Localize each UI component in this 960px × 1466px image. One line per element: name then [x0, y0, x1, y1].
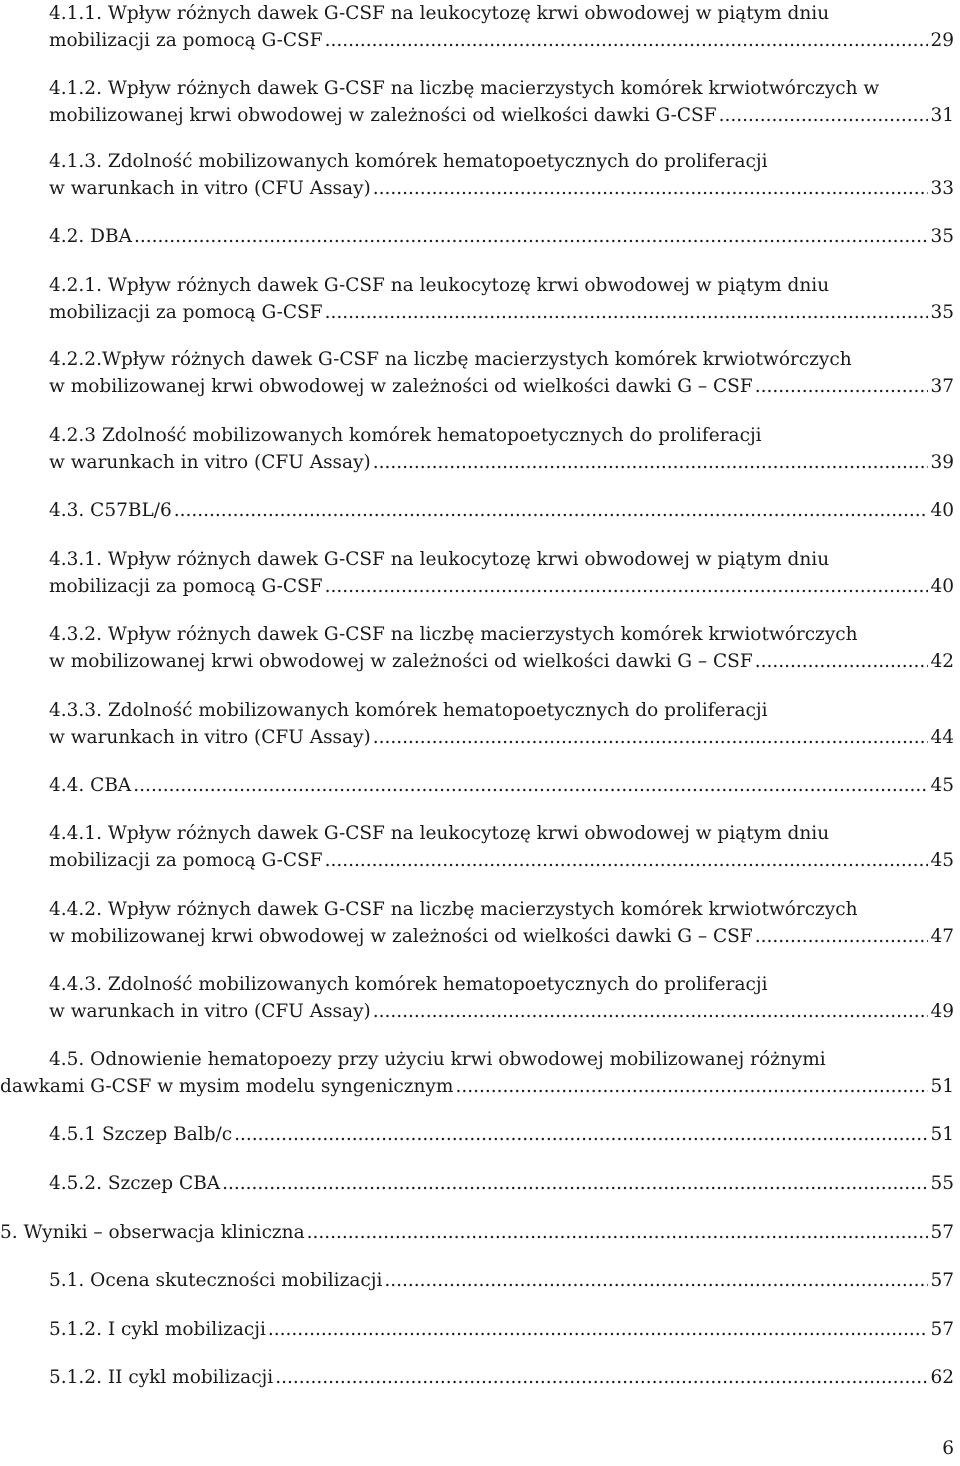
toc-entry[interactable] [49, 422, 954, 476]
toc-entry-title-line: 4.1.2. Wpływ różnych dawek G-CSF na liczbę macierzystych komórek krwiotwórczych w [49, 78, 880, 99]
toc-entry-title: w mobilizowanej krwi obwodowej w zależności od wielkości dawki G – CSF [49, 651, 753, 672]
toc-entry-page: 33 [930, 178, 954, 199]
toc-entry-page: 55 [930, 1173, 954, 1194]
dot-leader [373, 449, 929, 476]
dot-leader [755, 373, 929, 400]
toc-entry-page: 49 [930, 1001, 954, 1022]
toc-entry-line [49, 1121, 954, 1148]
dot-leader [719, 102, 929, 129]
toc-entry-title: 5. Wyniki – obserwacja kliniczna [0, 1222, 305, 1243]
toc-entry-title-line: 4.4.1. Wpływ różnych dawek G-CSF na leukocytozę krwi obwodowej w piątym dniu [49, 823, 830, 844]
toc-entry-page: 29 [930, 30, 954, 51]
dot-leader [755, 648, 929, 675]
dot-leader [234, 1121, 928, 1148]
dot-leader [325, 573, 929, 600]
toc-entry-title: 4.2. DBA [49, 226, 132, 247]
toc-entry-line [49, 497, 954, 524]
toc-entry-title-line: 4.3.3. Zdolność mobilizowanych komórek hematopoetycznych do proliferacji [49, 700, 768, 721]
toc-entry[interactable] [49, 1267, 954, 1294]
toc-entry-title-line: 4.2.3 Zdolność mobilizowanych komórek hematopoetycznych do proliferacji [49, 425, 762, 446]
toc-entry[interactable] [0, 1046, 954, 1100]
toc-entry-title-line: 4.1.1. Wpływ różnych dawek G-CSF na leukocytozę krwi obwodowej w piątym dniu [49, 3, 830, 24]
page-number: 6 [942, 1438, 954, 1459]
toc-entry-line [0, 1219, 954, 1246]
toc-entry[interactable] [49, 346, 954, 400]
toc-entry-line [49, 1316, 954, 1343]
toc-entry-title: w warunkach in vitro (CFU Assay) [49, 727, 371, 748]
toc-entry-line [49, 223, 954, 250]
toc-entry[interactable] [49, 148, 954, 202]
toc-entry-page: 62 [930, 1367, 954, 1388]
toc-entry-title: w warunkach in vitro (CFU Assay) [49, 1001, 371, 1022]
toc-entry[interactable] [49, 971, 954, 1025]
toc-entry-line [49, 1267, 954, 1294]
toc-entry-page: 57 [930, 1319, 954, 1340]
toc-entry-page: 45 [930, 850, 954, 871]
toc-entry[interactable] [49, 546, 954, 600]
toc-entry-title: mobilizacji za pomocą G-CSF [49, 850, 323, 871]
toc-entry[interactable] [49, 1364, 954, 1391]
toc-entry[interactable] [49, 1170, 954, 1197]
toc-entry-line [49, 648, 954, 675]
toc-entry-page: 37 [930, 376, 954, 397]
toc-entry-page: 57 [930, 1270, 954, 1291]
toc-entry-title: w warunkach in vitro (CFU Assay) [49, 178, 371, 199]
dot-leader [373, 724, 929, 751]
dot-leader [307, 1219, 929, 1246]
toc-entry-title: w warunkach in vitro (CFU Assay) [49, 452, 371, 473]
dot-leader [455, 1073, 928, 1100]
toc-entry-line [49, 573, 954, 600]
toc-entry-page: 42 [930, 651, 954, 672]
toc-entry-line [49, 299, 954, 326]
toc-entry-line [49, 1170, 954, 1197]
toc-entry-title-line: 4.2.1. Wpływ różnych dawek G-CSF na leukocytozę krwi obwodowej w piątym dniu [49, 275, 830, 296]
toc-entry-title-line: 4.4.2. Wpływ różnych dawek G-CSF na liczbę macierzystych komórek krwiotwórczych [49, 899, 858, 920]
dot-leader [325, 27, 929, 54]
toc-entry-line [49, 1364, 954, 1391]
toc-entry-line [49, 449, 954, 476]
toc-entry-line [49, 102, 954, 129]
toc-entry-title-line: 4.5. Odnowienie hematopoezy przy użyciu krwi obwodowej mobilizowanej różnymi [49, 1049, 826, 1070]
toc-entry[interactable] [49, 820, 954, 874]
toc-entry-title: 5.1.2. I cykl mobilizacji [49, 1319, 266, 1340]
toc-entry[interactable] [49, 621, 954, 675]
dot-leader [275, 1364, 928, 1391]
toc-entry[interactable] [49, 1121, 954, 1148]
toc-entry-title-line: 4.3.1. Wpływ różnych dawek G-CSF na leukocytozę krwi obwodowej w piątym dniu [49, 549, 830, 570]
dot-leader [134, 223, 928, 250]
dot-leader [373, 175, 929, 202]
toc-entry-page: 31 [930, 105, 954, 126]
dot-leader [133, 772, 928, 799]
toc-entry[interactable] [49, 272, 954, 326]
toc-entry-page: 44 [930, 727, 954, 748]
toc-entry-title: dawkami G-CSF w mysim modelu syngenicznym [0, 1076, 454, 1097]
toc-entry-page: 47 [930, 926, 954, 947]
toc-entry-title: mobilizacji za pomocą G-CSF [49, 30, 323, 51]
toc-entry-title: 4.5.2. Szczep CBA [49, 1173, 221, 1194]
toc-entry-title: 4.3. C57BL/6 [49, 500, 172, 521]
dot-leader [384, 1267, 928, 1294]
toc-entry-line [49, 998, 954, 1025]
toc-entry-title: mobilizacji za pomocą G-CSF [49, 302, 323, 323]
toc-entry-page: 35 [930, 226, 954, 247]
toc-entry-page: 57 [930, 1222, 954, 1243]
toc-entry-page: 40 [930, 500, 954, 521]
toc-entry-line [49, 175, 954, 202]
toc-entry-title: w mobilizowanej krwi obwodowej w zależności od wielkości dawki G – CSF [49, 376, 753, 397]
toc-entry-title-line: 4.2.2.Wpływ różnych dawek G-CSF na liczbę macierzystych komórek krwiotwórczych [49, 349, 852, 370]
toc-entry-title: 4.4. CBA [49, 775, 132, 796]
dot-leader [373, 998, 929, 1025]
toc-entry[interactable] [49, 497, 954, 524]
toc-entry[interactable] [49, 0, 954, 54]
toc-entry-line [49, 923, 954, 950]
toc-entry-page: 35 [930, 302, 954, 323]
toc-entry-line [49, 724, 954, 751]
toc-entry-page: 51 [930, 1076, 954, 1097]
toc-entry[interactable] [49, 223, 954, 250]
toc-entry-page: 40 [930, 576, 954, 597]
toc-entry-page: 51 [930, 1124, 954, 1145]
toc-entry-line [49, 847, 954, 874]
dot-leader [174, 497, 929, 524]
toc-entry-title: w mobilizowanej krwi obwodowej w zależności od wielkości dawki G – CSF [49, 926, 753, 947]
toc-entry-title: mobilizowanej krwi obwodowej w zależności od wielkości dawki G-CSF [49, 105, 717, 126]
toc-entry[interactable] [49, 75, 954, 129]
toc-entry-title: 5.1. Ocena skuteczności mobilizacji [49, 1270, 383, 1291]
dot-leader [222, 1170, 928, 1197]
toc-entry[interactable] [49, 1316, 954, 1343]
toc-entry[interactable] [49, 772, 954, 799]
toc-entry-line [0, 1073, 954, 1100]
toc-entry-line [49, 373, 954, 400]
toc-entry-line [49, 27, 954, 54]
toc-entry-line [49, 772, 954, 799]
toc-entry[interactable] [0, 1219, 954, 1246]
toc-entry-title: 5.1.2. II cykl mobilizacji [49, 1367, 274, 1388]
dot-leader [755, 923, 929, 950]
toc-entry-title-line: 4.1.3. Zdolność mobilizowanych komórek hematopoetycznych do proliferacji [49, 151, 768, 172]
toc-entry[interactable] [49, 697, 954, 751]
toc-entry-title: mobilizacji za pomocą G-CSF [49, 576, 323, 597]
toc-entry-title-line: 4.3.2. Wpływ różnych dawek G-CSF na liczbę macierzystych komórek krwiotwórczych [49, 624, 858, 645]
toc-entry-page: 39 [930, 452, 954, 473]
dot-leader [325, 847, 929, 874]
toc-entry-title: 4.5.1 Szczep Balb/c [49, 1124, 233, 1145]
dot-leader [325, 299, 929, 326]
dot-leader [268, 1316, 929, 1343]
toc-entry-title-line: 4.4.3. Zdolność mobilizowanych komórek hematopoetycznych do proliferacji [49, 974, 768, 995]
toc-entry-page: 45 [930, 775, 954, 796]
toc-entry[interactable] [49, 896, 954, 950]
